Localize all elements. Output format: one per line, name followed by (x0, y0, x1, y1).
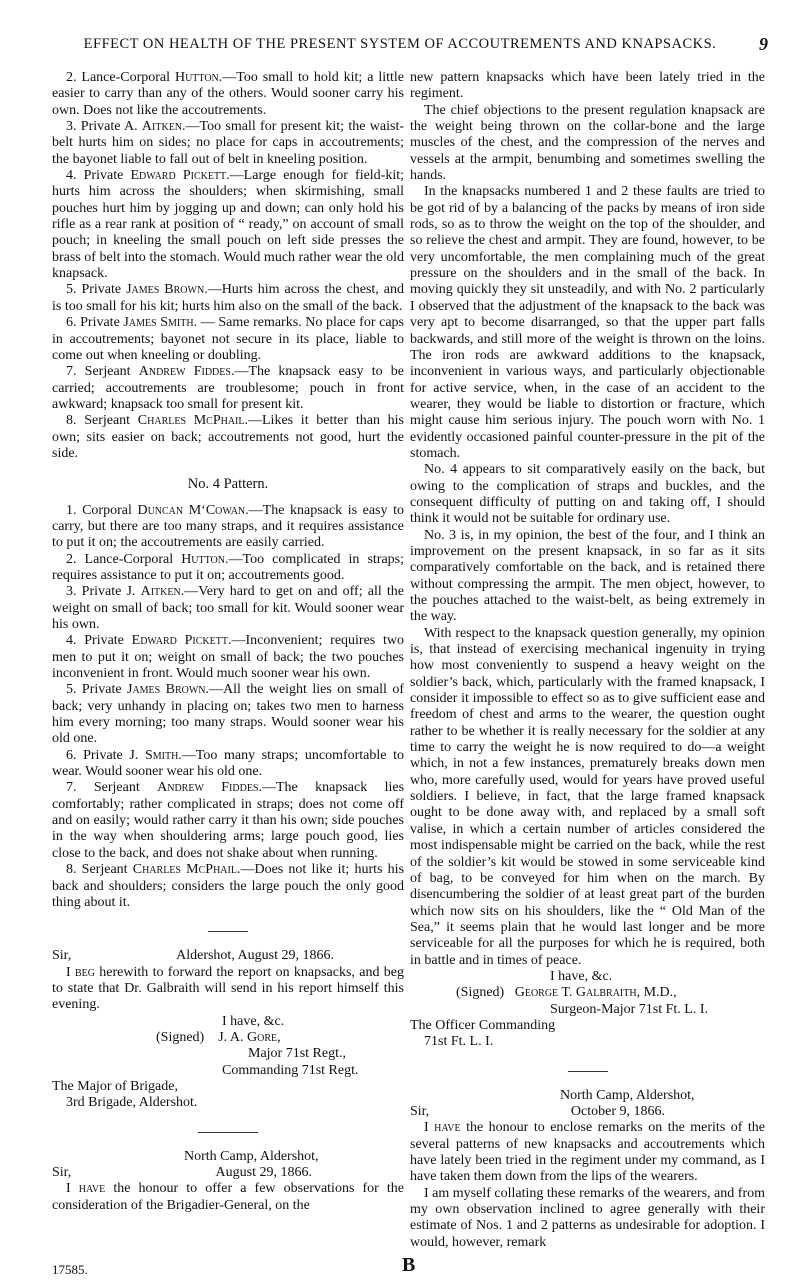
soldier-rank: 5. Private (66, 682, 122, 698)
salutation: Sir, (410, 1103, 430, 1119)
closing: I have, &c. (222, 1013, 285, 1029)
soldier-name: Aitken (140, 584, 181, 600)
soldier-name: James Brown (126, 282, 205, 298)
soldier-entry (52, 315, 404, 364)
signature-line (410, 985, 765, 1001)
soldier-entry (52, 119, 404, 168)
running-header (0, 36, 800, 56)
soldier-entry (52, 780, 404, 862)
soldier-rank: 4. Private (66, 633, 124, 649)
soldier-entry (52, 282, 404, 315)
soldier-name: James Brown (127, 682, 206, 698)
soldier-entry (52, 862, 404, 911)
soldier-remarks: .—The knapsack is easy to carry, but there are too many straps, and it requires assistance to put it on; the accoutrements are easily carried. (52, 502, 404, 551)
soldier-remarks: . — Same remarks. No place for caps in accoutrements; bayonet not secure in its place, liable to come out when kneeling or doubling. (52, 315, 404, 363)
section-rule (568, 1071, 608, 1072)
soldier-rank: 2. Lance-Corporal (66, 70, 171, 85)
letter-body-text: herewith to forward the report on knapsacks, and beg to state that Dr. Galbraith will send in his report himself this evening. (52, 964, 404, 1013)
soldier-name: Smith (144, 747, 179, 763)
soldier-remarks: .—Likes it better than his own; sits easier on back; accoutrements not good, hurt the side. (52, 413, 404, 461)
soldier-remarks: .—Too many straps; uncomfortable to wear. Would sooner wear his old one. (52, 747, 404, 780)
soldier-rank: 3. Private J. (66, 584, 136, 600)
soldier-entry (52, 70, 404, 119)
letter-header-row (52, 948, 404, 964)
letter-date: October 9, 1866. (570, 1103, 665, 1119)
section-rule (198, 1132, 258, 1133)
signatory-rank: Major 71st Regt., (248, 1046, 346, 1062)
soldier-rank: 4. Private (66, 168, 124, 184)
soldier-remarks: .—Does not like it; hurts his back and shoulders; considers the large pouch the only good thing about it. (52, 862, 405, 910)
letter-place: North Camp, Aldershot, (560, 1087, 695, 1103)
signatory-command: Commanding 71st Regt. (222, 1062, 359, 1078)
addressee-line2: 3rd Brigade, Aldershot. (66, 1095, 198, 1111)
soldier-entry (52, 682, 404, 747)
addressee-line1: The Officer Commanding (410, 1017, 556, 1033)
signatory-rank: Surgeon-Major 71st Ft. L. I. (550, 1001, 709, 1017)
soldier-remarks: .—The knapsack easy to be carried; accoutrements are troublesome; pouch in front awkward; knapsack too small for present kit. (52, 364, 405, 412)
soldier-name: Charles McPhail (137, 413, 245, 429)
signed-label: (Signed) (156, 1029, 205, 1045)
soldier-rank: 7. Serjeant (66, 780, 140, 796)
soldier-rank: 8. Serjeant (66, 413, 131, 429)
letter-date: August 29, 1866. (215, 1164, 312, 1180)
letter-body-text: the honour to enclose remarks on the merits of the several patterns of new knapsacks and accoutrements which have lately been tried in the regiment under my command, as I have taken them down from the lips of the wearers. (410, 1120, 765, 1185)
report-paragraph: No. 3 is, in my opinion, the best of the four, and I think an improvement on the present knapsack, in so far as it sits comparatively comfortable on the back, and is retained there without compressing the armpit. The men object, however, to the pouches attached to the waist-belt, as being extremely in the way. (410, 527, 765, 625)
soldier-rank: 7. Serjeant (66, 364, 131, 380)
section-rule (208, 931, 248, 932)
left-column (52, 70, 404, 1214)
soldier-remarks: .—The knapsack lies comfortably; rather complicated in straps; does not come off and on easily; would rather carry it than his own; side pouches in the way when shouldering arms; large pouch good, lies close to the back, and does not shake about when running. (52, 780, 405, 861)
running-title: EFFECT ON HEALTH OF THE PRESENT SYSTEM OF ACCOUTREMENTS AND KNAPSACKS. (83, 36, 717, 52)
letter-body (52, 1181, 404, 1214)
addressee-line1: The Major of Brigade, (52, 1078, 178, 1094)
soldier-entry (52, 168, 404, 282)
soldier-rank: 3. Private A. (66, 119, 138, 135)
letter-body (52, 965, 404, 1014)
soldier-remarks: .—Very hard to get on and off; all the weight on small of back; too small for kit. Would sooner wear his own. (52, 584, 405, 632)
letter-galbraith-closing (410, 969, 765, 1051)
letter-opening: I have (424, 1120, 461, 1136)
section-heading: No. 4 Pattern. (187, 476, 269, 493)
soldier-name: Hutton (181, 551, 225, 567)
signature-line (52, 1030, 404, 1046)
soldier-name: Charles McPhail (132, 862, 237, 878)
right-column (410, 70, 765, 1251)
letter-body-text: the honour to offer a few observations for the consideration of the Brigadier-General, on the (52, 1181, 404, 1213)
soldier-name: James Smith (123, 315, 194, 331)
soldier-name: Edward Pickett (130, 168, 227, 184)
soldier-entry (52, 748, 404, 781)
soldier-rank: 8. Serjeant (66, 862, 128, 878)
soldier-entry (52, 413, 404, 462)
letter-opening: I beg (66, 964, 95, 980)
letter-gore (52, 948, 404, 1111)
soldier-name: Hutton (174, 70, 219, 85)
letter-galbraith-start (52, 1149, 404, 1214)
signature-mark: B (402, 1254, 416, 1276)
soldier-entry (52, 584, 404, 633)
signed-label: (Signed) (456, 985, 505, 1001)
salutation: Sir, (52, 948, 72, 964)
letter-gore-october (410, 1088, 765, 1251)
soldier-remarks: .—Inconvenient; requires two men to put it on; weight on small of back; the two pouches inconvenient in front. Would much sooner wear his own. (52, 633, 405, 682)
soldier-remarks: .—Too complicated in straps; requires assistance to put it on; accoutrements good. (52, 551, 405, 583)
letter-header-row (52, 1165, 404, 1181)
soldier-name: Andrew Fiddes (157, 780, 259, 796)
soldier-entry (52, 503, 404, 552)
soldier-name: Edward Pickett (131, 633, 228, 649)
soldier-name: Andrew Fiddes (138, 364, 231, 380)
entries-part1 (52, 70, 404, 462)
soldier-rank: 1. Corporal (66, 502, 132, 518)
place-date: Aldershot, August 29, 1866. (176, 948, 334, 964)
salutation: Sir, (52, 1164, 72, 1180)
addressee-line2: 71st Ft. L. I. (424, 1034, 494, 1050)
soldier-remarks: .—Large enough for field-kit; hurts him across the shoulders; when skirmishing, small pouches hurt him by jogging up and down; can only hold his rifle as a rear rank at position of “ ready,” on account of small pouch; in kneeling the small pouch on left side presses the brass of belt into the stomach. Would much rather wear the old knapsack. (52, 168, 405, 282)
closing: I have, &c. (550, 968, 613, 984)
soldier-rank: 6. Private J. (66, 747, 139, 763)
letter-body (410, 1120, 765, 1185)
soldier-entry (52, 633, 404, 682)
signatory: J. A. Gore, (218, 1029, 281, 1045)
soldier-rank: 2. Lance-Corporal (66, 551, 174, 567)
letter-body-continued: I am myself collating these remarks of the wearers, and from my own observation inclined to agree generally with their estimate of Nos. 1 and 2 patterns as undesirable for adoption. I would, however, remark (410, 1185, 765, 1250)
report-paragraph: With respect to the knapsack question generally, my opinion is, that instead of exercising mechanical ingenuity in trying how most conveniently to suspend a heavy weight on the soldier’s back, which, particularly with the framed knapsack, I consider it impossible to effect so as to give sufficient ease and freedom of chest and arms to the wearer, the question ought rather to be whether it is really necessary for the soldier at any time to carry the weight he is now required to do—a weight which, in not a few instances, prematurely breaks down men who, more carefully used, would for years have proved useful soldiers. I believe, in fact, that the large framed knapsack ought to be done away with, and replaced by a small soft valise, in which a certain number of articles considered the most indispensable might be carried on the back, while the rest of the soldier’s kit would be stowed in some serviceable kind of bag, to be conveyed for him when on the march. By disencumbering the soldier of at least great part of the burden which now sits on his shoulders, like the “ Old Man of the Sea,” it seems plain that he would last longer and be more serviceable for all the purposes for which he is required, both in battle and in times of peace. (410, 625, 765, 968)
soldier-name: Duncan M‘Cowan (137, 502, 246, 518)
soldier-remarks: .—Too small for present kit; the waist-belt hurts him on sides; no place for caps in accoutrements; the bayonet liable to fall out of belt in kneeling position. (52, 119, 404, 167)
report-paragraph: No. 4 appears to sit comparatively easily on the back, but owing to the complication of straps and buckles, and the consequent difficulty of putting on and taking off, I should think it would not be suitable for ordinary use. (410, 462, 765, 527)
soldier-remarks: .—All the weight lies on small of back; very unhandy in placing on; takes two men to harness him every morning; too many straps. Would sooner wear his old one. (52, 682, 405, 747)
letter-place: North Camp, Aldershot, (184, 1148, 319, 1164)
soldier-rank: 6. Private (66, 315, 120, 331)
report-paragraphs (410, 70, 765, 969)
report-paragraph: The chief objections to the present regulation knapsack are the weight being thrown on the collar-bone and the large muscles of the chest, and the compression of the nerves and vessels at the armpit, benumbing and sometimes swelling the hands. (410, 102, 765, 184)
entries-part2 (52, 503, 404, 912)
soldier-remarks: .—Hurts him across the chest, and is too small for his kit; hurts him also on the small of the back. (52, 282, 404, 314)
soldier-remarks: .—Too small to hold kit; a little easier to carry than any of the others. Would sooner carry his own. Does not like the accoutrements. (52, 70, 405, 118)
report-paragraph: In the knapsacks numbered 1 and 2 these faults are tried to be got rid of by a balancing of the packs by means of iron side rods, so as to throw the weight on the top of the shoulder, and so relieve the chest and armpit. They are found, however, to be very uncomfortable, the men complaining much of the great pressure on the shoulders and in the small of the back. In moving quickly they sit unsteadily, and with No. 2 particularly I observed that the adjustment of the knapsack to the back was very apt to become disarranged, so that the upper part falls backwards, and still more of the weight is thrown on the loins. The iron rods are awkward additions to the knapsack, inconvenient in various ways, and particularly objectionable for active service, when, in the case of an accident to the wearer, they would be liable to distortion or fracture, which might cause him serious injury. The pouch worn with No. 1 evidently occasioned painful counter-pressure in the pit of the stomach. (410, 184, 765, 461)
report-paragraph: new pattern knapsacks which have been lately tried in the regiment. (410, 70, 765, 102)
signatory: George T. Galbraith, M.D., (514, 985, 677, 1001)
letter-header-row (410, 1104, 765, 1120)
soldier-rank: 5. Private (66, 282, 122, 298)
letter-opening: I have (66, 1181, 106, 1197)
page-number: 9 (759, 34, 768, 54)
print-code: 17585. (52, 1262, 88, 1277)
soldier-name: Aitken (141, 119, 183, 135)
soldier-entry (52, 552, 404, 585)
soldier-entry (52, 364, 404, 413)
